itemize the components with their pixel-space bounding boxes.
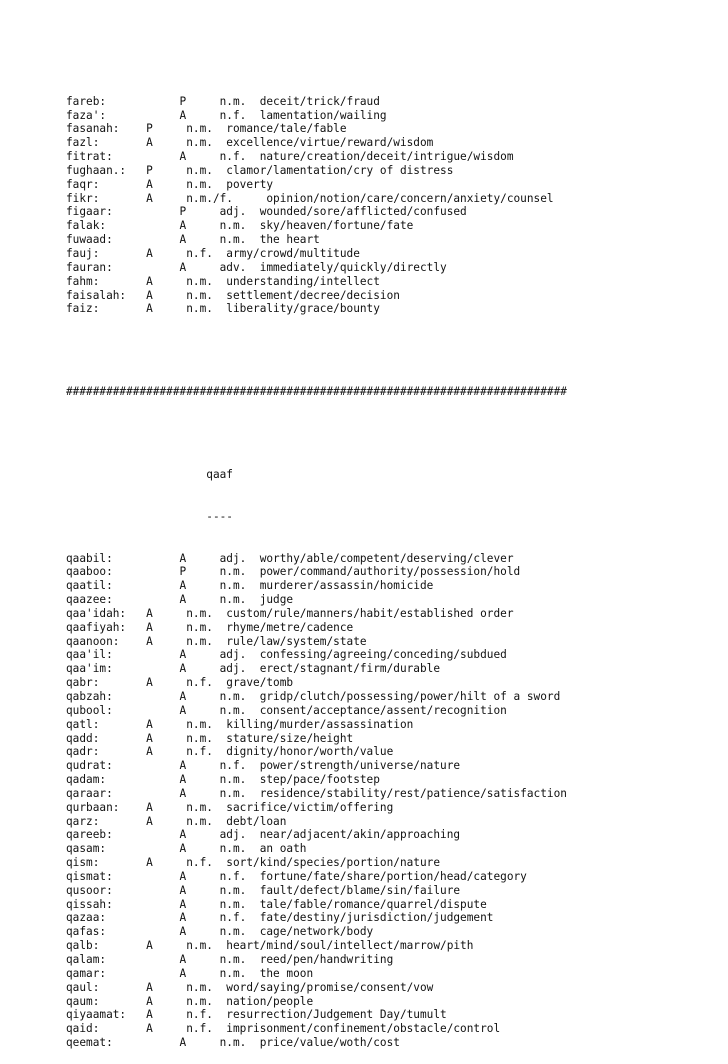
dictionary-entry: qaa'il: A adj. confessing/agreeing/conceding/subdued (66, 648, 507, 662)
dictionary-entry: qadam: A n.m. step/pace/footstep (66, 773, 380, 787)
dictionary-entry: faiz: A n.m. liberality/grace/bounty (66, 302, 380, 316)
dictionary-entry: qalb: A n.m. heart/mind/soul/intellect/marrow/pith (66, 939, 474, 953)
separator-line: ########################################################################### (66, 385, 567, 399)
document-page (66, 67, 567, 1064)
dictionary-entry: qaul: A n.m. word/saying/promise/consent/vow (66, 980, 434, 994)
dictionary-entry: qareeb: A adj. near/adjacent/akin/approaching (66, 828, 461, 842)
dictionary-entry: qadd: A n.m. stature/size/height (66, 731, 354, 745)
dictionary-entry: qaa'im: A adj. erect/stagnant/firm/durable (66, 662, 441, 676)
dictionary-entry: qaanoon: A n.m. rule/law/system/state (66, 634, 367, 648)
dictionary-entry: qarz: A n.m. debt/loan (66, 814, 287, 828)
section-heading-text: qaaf (206, 468, 233, 482)
dictionary-entry: qudrat: A n.f. power/strength/universe/nature (66, 759, 461, 773)
dictionary-entry: fasanah: P n.m. romance/tale/fable (66, 122, 347, 136)
dictionary-entry: falak: A n.m. sky/heaven/fortune/fate (66, 219, 414, 233)
dictionary-entry: qaid: A n.f. imprisonment/confinement/obstacle/control (66, 1022, 501, 1036)
f-entries-list (66, 95, 567, 317)
dictionary-entry: qasam: A n.m. an oath (66, 842, 307, 856)
dictionary-entry: qadr: A n.f. dignity/honor/worth/value (66, 745, 394, 759)
dictionary-entry: qamar: A n.m. the moon (66, 966, 314, 980)
blank-line (66, 344, 567, 358)
dictionary-entry: qeemat: A n.m. price/value/woth/cost (66, 1036, 400, 1050)
dictionary-entry: faisalah: A n.m. settlement/decree/decision (66, 288, 400, 302)
dictionary-entry: qafas: A n.m. cage/network/body (66, 925, 374, 939)
dictionary-entry: fauj: A n.f. army/crowd/multitude (66, 246, 360, 260)
dictionary-entry: qurbaan: A n.m. sacrifice/victim/offering (66, 800, 394, 814)
dictionary-entry: faza': A n.f. lamentation/wailing (66, 108, 387, 122)
dictionary-entry: qismat: A n.f. fortune/fate/share/portion/head/category (66, 869, 527, 883)
dictionary-entry: qaaboo: P n.m. power/command/authority/possession/hold (66, 565, 521, 579)
dictionary-entry: fauran: A adv. immediately/quickly/directly (66, 260, 447, 274)
dictionary-entry: qism: A n.f. sort/kind/species/portion/nature (66, 856, 441, 870)
section-underline-text: ---- (206, 510, 233, 523)
dictionary-entry: qubool: A n.m. consent/acceptance/assent/recognition (66, 703, 507, 717)
dictionary-entry: qabzah: A n.m. gridp/clutch/possessing/power/hilt of a sword (66, 689, 561, 703)
dictionary-entry: qusoor: A n.m. fault/defect/blame/sin/failure (66, 883, 461, 897)
dictionary-entry: fahm: A n.m. understanding/intellect (66, 274, 380, 288)
section-underline (66, 510, 567, 524)
qaaf-entries-list (66, 552, 567, 1050)
dictionary-entry: figaar: P adj. wounded/sore/afflicted/confused (66, 205, 467, 219)
dictionary-entry: qaa'idah: A n.m. custom/rule/manners/habit/established order (66, 606, 514, 620)
dictionary-entry: qissah: A n.m. tale/fable/romance/quarrel/dispute (66, 897, 487, 911)
dictionary-entry: qalam: A n.m. reed/pen/handwriting (66, 953, 394, 966)
dictionary-entry: fareb: P n.m. deceit/trick/fraud (66, 94, 380, 108)
dictionary-entry: qiyaamat: A n.f. resurrection/Judgement Day/tumult (66, 1008, 447, 1022)
dictionary-entry: fitrat: A n.f. nature/creation/deceit/intrigue/wisdom (66, 150, 514, 164)
dictionary-entry: fuwaad: A n.m. the heart (66, 233, 320, 247)
dictionary-entry: fikr: A n.m./f. opinion/notion/care/concern/anxiety/counsel (66, 191, 554, 205)
dictionary-entry: qazaa: A n.f. fate/destiny/jurisdiction/judgement (66, 911, 494, 925)
dictionary-entry: qaraar: A n.m. residence/stability/rest/patience/satisfaction (66, 786, 567, 800)
dictionary-entry: qaum: A n.m. nation/people (66, 994, 314, 1008)
dictionary-entry: fazl: A n.m. excellence/virtue/reward/wisdom (66, 136, 434, 150)
dictionary-entry: qaabil: A adj. worthy/able/competent/deserving/clever (66, 551, 514, 565)
dictionary-entry: qabr: A n.f. grave/tomb (66, 676, 294, 690)
blank-line (66, 427, 567, 441)
section-heading (66, 468, 567, 482)
dictionary-entry: faqr: A n.m. poverty (66, 177, 274, 191)
dictionary-entry: qaazee: A n.m. judge (66, 593, 294, 607)
dictionary-entry: qaafiyah: A n.m. rhyme/metre/cadence (66, 620, 354, 634)
dictionary-entry: qaatil: A n.m. murderer/assassin/homicide (66, 579, 434, 593)
dictionary-entry: qatl: A n.m. killing/murder/assassination (66, 717, 414, 731)
dictionary-entry: fughaan.: P n.m. clamor/lamentation/cry of distress (66, 163, 454, 177)
